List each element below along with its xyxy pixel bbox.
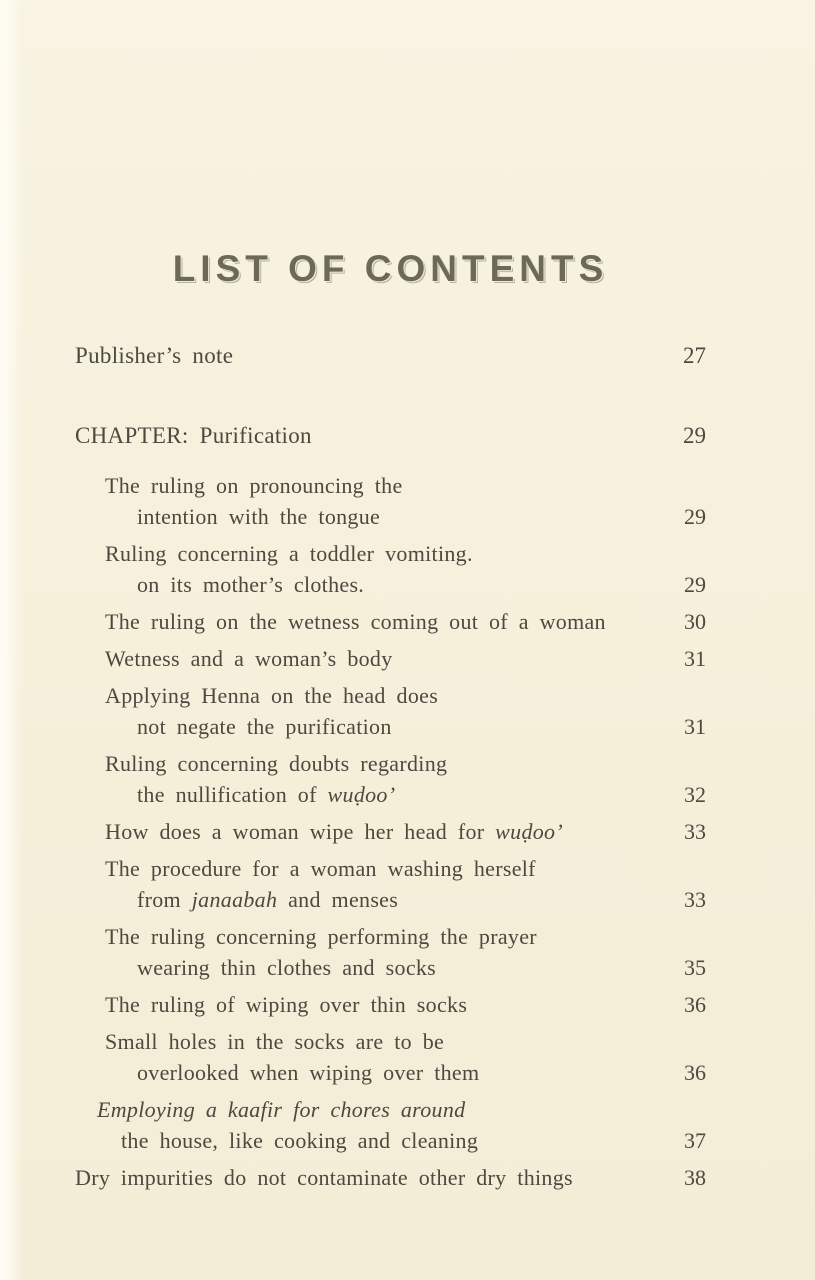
toc-list: [75, 340, 706, 1193]
toc-page-number: 29: [684, 504, 706, 529]
entry-lines: [75, 606, 660, 637]
toc-page-number: 30: [684, 609, 706, 634]
toc-page-number: 33: [684, 819, 706, 844]
entry-lines: [75, 420, 660, 451]
entry-lines: [75, 989, 660, 1020]
toc-entry: [75, 989, 706, 1020]
toc-line: [75, 989, 660, 1020]
toc-entry: [75, 1094, 706, 1156]
toc-entry: [75, 816, 706, 847]
entry-lines: [75, 470, 660, 532]
toc-entry: [75, 606, 706, 637]
toc-line: [75, 501, 660, 532]
toc-text: the house, like cooking and cleaning: [121, 1128, 479, 1153]
toc-entry: [75, 748, 706, 810]
toc-entry: [75, 1026, 706, 1088]
toc-line: [75, 680, 660, 711]
toc-text: Ruling concerning a toddler vomiting.: [105, 541, 473, 566]
toc-line: [75, 340, 660, 371]
toc-line: [75, 1057, 660, 1088]
toc-text: not negate the purification: [137, 714, 392, 739]
toc-line: [75, 538, 660, 569]
entry-lines: [75, 816, 660, 847]
toc-page-number: 29: [683, 423, 706, 448]
entry-lines: [75, 643, 660, 674]
toc-line: [75, 853, 660, 884]
entry-lines: [75, 1162, 660, 1193]
toc-text: from: [137, 887, 192, 912]
page-content: [75, 0, 706, 1199]
toc-line: [75, 748, 660, 779]
toc-page-number: 32: [684, 782, 706, 807]
entry-lines: [75, 680, 660, 742]
toc-page-number: 36: [684, 1060, 706, 1085]
toc-entry: [75, 643, 706, 674]
entry-lines: [75, 538, 660, 600]
toc-text: The ruling on pronouncing the: [105, 473, 403, 498]
toc-line: [75, 420, 660, 451]
toc-text: wearing thin clothes and socks: [137, 955, 437, 980]
toc-line: [75, 606, 660, 637]
toc-line: [75, 643, 660, 674]
toc-line: [75, 470, 660, 501]
entry-lines: [75, 748, 660, 810]
page-title: LIST OF CONTENTS: [172, 248, 609, 289]
toc-term-italic: wuḍoo’: [495, 819, 563, 844]
toc-entry: [75, 538, 706, 600]
toc-line: [75, 1026, 660, 1057]
toc-line: [75, 884, 660, 915]
toc-term-italic: wuḍoo’: [327, 782, 396, 807]
toc-text: Dry impurities do not contaminate other dry things: [75, 1165, 573, 1190]
toc-line: [75, 1125, 660, 1156]
toc-term-italic: janaabah: [191, 887, 278, 912]
toc-entry: [75, 340, 706, 371]
toc-entry: [75, 470, 706, 532]
toc-text: Publisher’s note: [75, 343, 234, 368]
toc-page-number: 29: [684, 572, 706, 597]
toc-text: the nullification of: [137, 782, 328, 807]
toc-page-number: 37: [684, 1128, 706, 1153]
entry-lines: [75, 1026, 660, 1088]
toc-text: CHAPTER: Purification: [75, 423, 312, 448]
toc-entry: [75, 921, 706, 983]
toc-text: Ruling concerning doubts regarding: [105, 751, 448, 776]
toc-entry: [75, 420, 706, 451]
toc-text: Small holes in the socks are to be: [105, 1029, 445, 1054]
toc-line: [75, 1162, 660, 1193]
toc-text: The ruling concerning performing the prayer: [105, 924, 537, 949]
toc-line: [75, 569, 660, 600]
entry-lines: [75, 853, 660, 915]
entry-lines: [75, 921, 660, 983]
entry-lines: [75, 1094, 660, 1156]
toc-page-number: 35: [684, 955, 706, 980]
toc-line: [75, 816, 660, 847]
toc-line: [75, 952, 660, 983]
entry-lines: [75, 340, 660, 371]
toc-page-number: 31: [684, 646, 706, 671]
toc-entry: [75, 680, 706, 742]
toc-text: How does a woman wipe her head for: [105, 819, 496, 844]
toc-page-number: 27: [683, 343, 706, 368]
toc-text: The ruling on the wetness coming out of a woman: [105, 609, 606, 634]
toc-text: overlooked when wiping over them: [137, 1060, 480, 1085]
toc-page-number: 38: [684, 1165, 706, 1190]
toc-entry: [75, 853, 706, 915]
toc-term-italic: Employing a kaafir for chores around: [97, 1097, 466, 1122]
toc-line: [75, 711, 660, 742]
toc-text: Applying Henna on the head does: [105, 683, 439, 708]
toc-text: Wetness and a woman’s body: [105, 646, 393, 671]
toc-text: on its mother’s clothes.: [137, 572, 365, 597]
toc-page-number: 31: [684, 714, 706, 739]
toc-text: The procedure for a woman washing herself: [105, 856, 536, 881]
toc-entry: [75, 1162, 706, 1193]
toc-page-number: 33: [684, 887, 706, 912]
toc-line: [75, 921, 660, 952]
toc-line: [75, 1094, 660, 1125]
toc-text: and menses: [277, 887, 399, 912]
toc-text: intention with the tongue: [137, 504, 381, 529]
toc-line: [75, 779, 660, 810]
toc-text: The ruling of wiping over thin socks: [105, 992, 468, 1017]
toc-page-number: 36: [684, 992, 706, 1017]
